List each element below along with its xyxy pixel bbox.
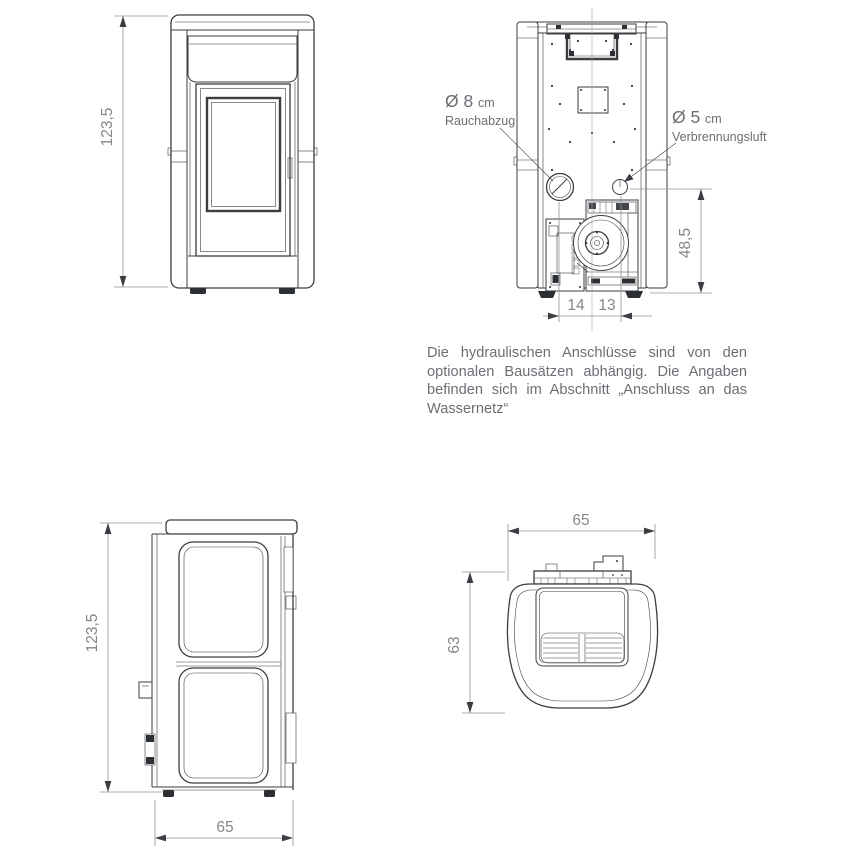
rear-foot-left xyxy=(538,291,556,298)
air-diameter-label: Ø 5 xyxy=(672,107,701,127)
inspection-plate xyxy=(578,87,608,113)
connection-height-dimension xyxy=(630,189,712,293)
top-depth-dimension xyxy=(446,572,505,713)
flue-offset-label: 14 xyxy=(567,297,585,314)
flue-name-label: Rauchabzug xyxy=(445,114,516,128)
side-view xyxy=(84,520,297,846)
front-height-dimension xyxy=(99,16,168,287)
flue-diameter-unit: cm xyxy=(478,96,495,110)
front-view xyxy=(99,15,317,294)
side-foot-left xyxy=(163,790,174,797)
top-width-label: 65 xyxy=(572,512,590,529)
hydraulic-connections-note xyxy=(427,344,747,418)
air-diameter-unit: cm xyxy=(705,112,722,126)
rear-view xyxy=(445,8,767,332)
top-view xyxy=(446,512,658,713)
dim-arrow-down xyxy=(120,276,127,287)
note-line: Wassernetz“ xyxy=(427,400,509,417)
air-inlet-circle xyxy=(613,180,628,195)
air-callout xyxy=(624,107,767,182)
top-body-drawing xyxy=(507,556,657,708)
front-foot-right xyxy=(279,288,295,294)
front-foot-left xyxy=(190,288,206,294)
note-line: befinden sich im Abschnitt „Anschluss an das xyxy=(427,382,747,399)
note-line: optionalen Bausätzen abhängig. Die Angaben xyxy=(427,363,747,380)
side-body-drawing xyxy=(139,520,297,797)
side-height-label: 123,5 xyxy=(84,613,101,653)
side-width-label: 65 xyxy=(216,819,234,836)
leader-arrow xyxy=(624,174,634,182)
side-width-dimension xyxy=(155,800,293,846)
note-line: Die hydraulischen Anschlüsse sind von den xyxy=(427,345,747,361)
flue-diameter-label: Ø 8 xyxy=(445,91,474,111)
side-foot-right xyxy=(264,790,275,797)
dim-arrow-up xyxy=(120,16,127,27)
rear-foot-right xyxy=(625,291,643,298)
connection-height-label: 48,5 xyxy=(677,227,694,259)
air-offset-label: 13 xyxy=(598,297,616,314)
top-depth-label: 63 xyxy=(446,636,463,654)
flue-outlet-circle xyxy=(547,174,574,201)
air-name-label: Verbrennungsluft xyxy=(672,130,767,144)
front-body-drawing xyxy=(168,15,317,294)
front-height-label: 123,5 xyxy=(99,107,116,147)
